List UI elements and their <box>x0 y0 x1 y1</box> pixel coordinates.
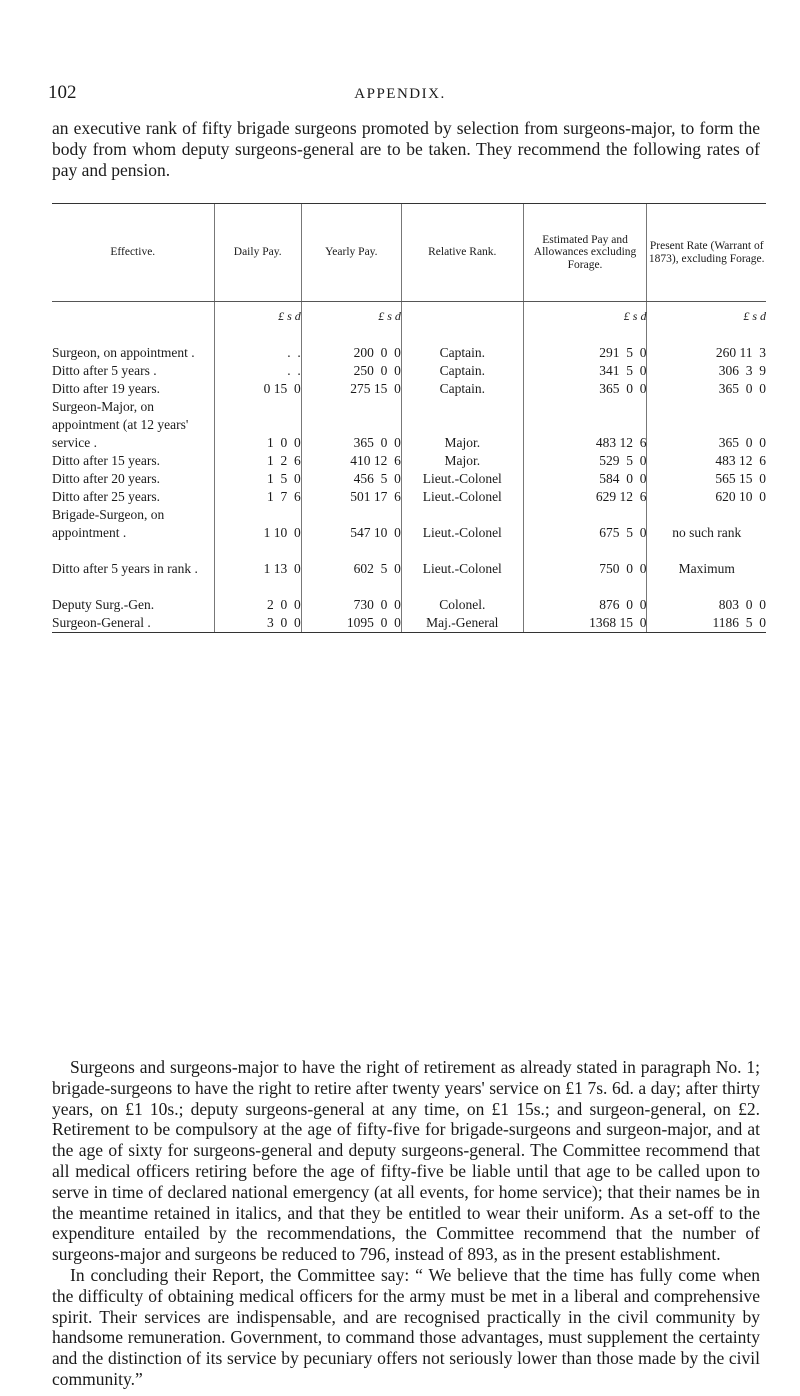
table-row <box>52 398 766 452</box>
cell-relative-rank: Lieut.-Colonel <box>401 488 523 506</box>
cell-relative-rank: Lieut.-Colonel <box>401 542 523 578</box>
cell-yearly-pay: 410 12 6 <box>301 452 401 470</box>
cell-relative-rank: Major. <box>401 398 523 452</box>
table-row <box>52 614 766 633</box>
cell-relative-rank: Colonel. <box>401 578 523 614</box>
page-header <box>0 82 800 108</box>
table-header-row <box>52 204 766 302</box>
cell-effective: Ditto after 5 years in rank . <box>52 561 198 577</box>
cell-present-rate: 365 0 0 <box>647 380 766 398</box>
cell-effective: Deputy Surg.-Gen. <box>52 597 155 613</box>
cell-daily-pay: 1 10 0 <box>214 506 301 542</box>
cell-yearly-pay: 1095 0 0 <box>301 614 401 633</box>
cell-yearly-pay: 456 5 0 <box>301 470 401 488</box>
cell-daily-pay: 1 5 0 <box>214 470 301 488</box>
pay-pension-table <box>52 203 766 633</box>
cell-daily-pay: 3 0 0 <box>214 614 301 633</box>
cell-effective: Surgeon-Major, on appointment (at 12 years' service . <box>52 399 189 451</box>
cell-relative-rank: Lieut.-Colonel <box>401 506 523 542</box>
cell-present-rate: 365 0 0 <box>647 398 766 452</box>
cell-effective: Brigade-Surgeon, on appointment . <box>52 507 165 541</box>
cell-effective: Ditto after 19 years. <box>52 381 160 397</box>
cell-relative-rank: Major. <box>401 452 523 470</box>
table-row <box>52 380 766 398</box>
cell-present-rate: 803 0 0 <box>647 578 766 614</box>
cell-present-rate: no such rank <box>647 506 766 542</box>
header-relative-rank: Relative Rank. <box>401 204 523 302</box>
cell-estimated-pay: 483 12 6 <box>523 398 647 452</box>
unit-yearly: £ s d <box>301 302 401 327</box>
cell-effective: Ditto after 20 years. <box>52 471 160 487</box>
header-estimated-pay: Estimated Pay and Allowances excluding Forage. <box>523 204 647 302</box>
cell-estimated-pay: 1368 15 0 <box>523 614 647 633</box>
cell-relative-rank: Captain. <box>401 380 523 398</box>
cell-estimated-pay: 529 5 0 <box>523 452 647 470</box>
cell-relative-rank: Maj.-General <box>401 614 523 633</box>
table-row <box>52 506 766 542</box>
cell-estimated-pay: 291 5 0 <box>523 326 647 362</box>
intro-paragraph: an executive rank of fifty brigade surgeons promoted by selection from surgeons-major, to form the body from whom deputy surgeons-general are to be taken. They recommend the following rates of pay and pension. <box>52 118 760 180</box>
cell-daily-pay: 1 7 6 <box>214 488 301 506</box>
cell-effective: Ditto after 15 years. <box>52 453 160 469</box>
cell-yearly-pay: 250 0 0 <box>301 362 401 380</box>
cell-estimated-pay: 365 0 0 <box>523 380 647 398</box>
cell-present-rate: 260 11 3 <box>647 326 766 362</box>
cell-yearly-pay: 501 17 6 <box>301 488 401 506</box>
cell-daily-pay: 1 13 0 <box>214 542 301 578</box>
header-present-rate: Present Rate (Warrant of 1873), excluding Forage. <box>647 204 766 302</box>
cell-present-rate: 483 12 6 <box>647 452 766 470</box>
table-row <box>52 452 766 470</box>
table-row <box>52 362 766 380</box>
cell-daily-pay: 1 0 0 <box>214 398 301 452</box>
unit-present: £ s d <box>647 302 766 327</box>
conclusion-paragraph: In concluding their Report, the Committee say: “ We believe that the time has fully come when the difficulty of obtaining medical officers for the army must be met in a liberal and comprehensive spirit. Their services are indispensable, and are recognised practically in the civil community by handsome remuneration. Government, to command those advantages, must supplement the certainty and the distinction of its service by pecuniary offers not seriously lower than those made by the civil community.” <box>52 1265 760 1389</box>
table-row <box>52 578 766 614</box>
table-row <box>52 326 766 362</box>
cell-present-rate: Maximum <box>647 542 766 578</box>
cell-estimated-pay: 584 0 0 <box>523 470 647 488</box>
cell-daily-pay: 2 0 0 <box>214 578 301 614</box>
cell-daily-pay: 0 15 0 <box>214 380 301 398</box>
cell-effective: Surgeon, on appointment . <box>52 345 195 361</box>
cell-present-rate: 565 15 0 <box>647 470 766 488</box>
cell-yearly-pay: 275 15 0 <box>301 380 401 398</box>
header-yearly-pay: Yearly Pay. <box>301 204 401 302</box>
cell-estimated-pay: 675 5 0 <box>523 506 647 542</box>
unit-daily: £ s d <box>214 302 301 327</box>
cell-estimated-pay: 750 0 0 <box>523 542 647 578</box>
header-daily-pay: Daily Pay. <box>214 204 301 302</box>
cell-effective: Ditto after 25 years. <box>52 489 160 505</box>
cell-daily-pay: . . <box>214 362 301 380</box>
table-row <box>52 470 766 488</box>
cell-yearly-pay: 200 0 0 <box>301 326 401 362</box>
cell-present-rate: 620 10 0 <box>647 488 766 506</box>
cell-estimated-pay: 876 0 0 <box>523 578 647 614</box>
cell-yearly-pay: 547 10 0 <box>301 506 401 542</box>
page-number: 102 <box>48 82 77 103</box>
cell-present-rate: 1186 5 0 <box>647 614 766 633</box>
units-row <box>52 302 766 327</box>
table-row <box>52 488 766 506</box>
cell-relative-rank: Lieut.-Colonel <box>401 470 523 488</box>
cell-daily-pay: . . <box>214 326 301 362</box>
running-head: APPENDIX. <box>354 86 446 102</box>
table-row <box>52 542 766 578</box>
retirement-paragraph: Surgeons and surgeons-major to have the right of retirement as already stated in paragraph No. 1; brigade-surgeons to have the right to retire after twenty years' service on £1 7s. 6d. a day; after thirty years, on £1 10s.; deputy surgeons-general at any time, on £1 15s.; and surgeon-general, on £2. Retirement to be compulsory at the age of fifty-five for brigade-surgeons and surgeon-major, and at the age of sixty for surgeons-general and deputy surgeons-general. The Committee recommend that all medical officers retiring before the age of fifty-five be liable until that age to be called upon to serve in time of declared national emergency (at all events, for home service); that their names be in the meantime retained in italics, and that they be entitled to wear their uniform. As a set-off to the expenditure entailed by the recommendations, the Committee recommend that the number of surgeons-major and surgeons be reduced to 796, instead of 893, as in the present establishment. <box>52 1057 760 1265</box>
cell-relative-rank: Captain. <box>401 362 523 380</box>
cell-effective: Ditto after 5 years . <box>52 363 157 379</box>
cell-yearly-pay: 602 5 0 <box>301 542 401 578</box>
unit-estimated: £ s d <box>523 302 647 327</box>
cell-relative-rank: Captain. <box>401 326 523 362</box>
table-body <box>52 302 766 633</box>
cell-estimated-pay: 341 5 0 <box>523 362 647 380</box>
cell-present-rate: 306 3 9 <box>647 362 766 380</box>
cell-effective: Surgeon-General . <box>52 614 214 633</box>
cell-yearly-pay: 730 0 0 <box>301 578 401 614</box>
cell-estimated-pay: 629 12 6 <box>523 488 647 506</box>
header-effective: Effective. <box>52 204 214 302</box>
cell-yearly-pay: 365 0 0 <box>301 398 401 452</box>
cell-daily-pay: 1 2 6 <box>214 452 301 470</box>
